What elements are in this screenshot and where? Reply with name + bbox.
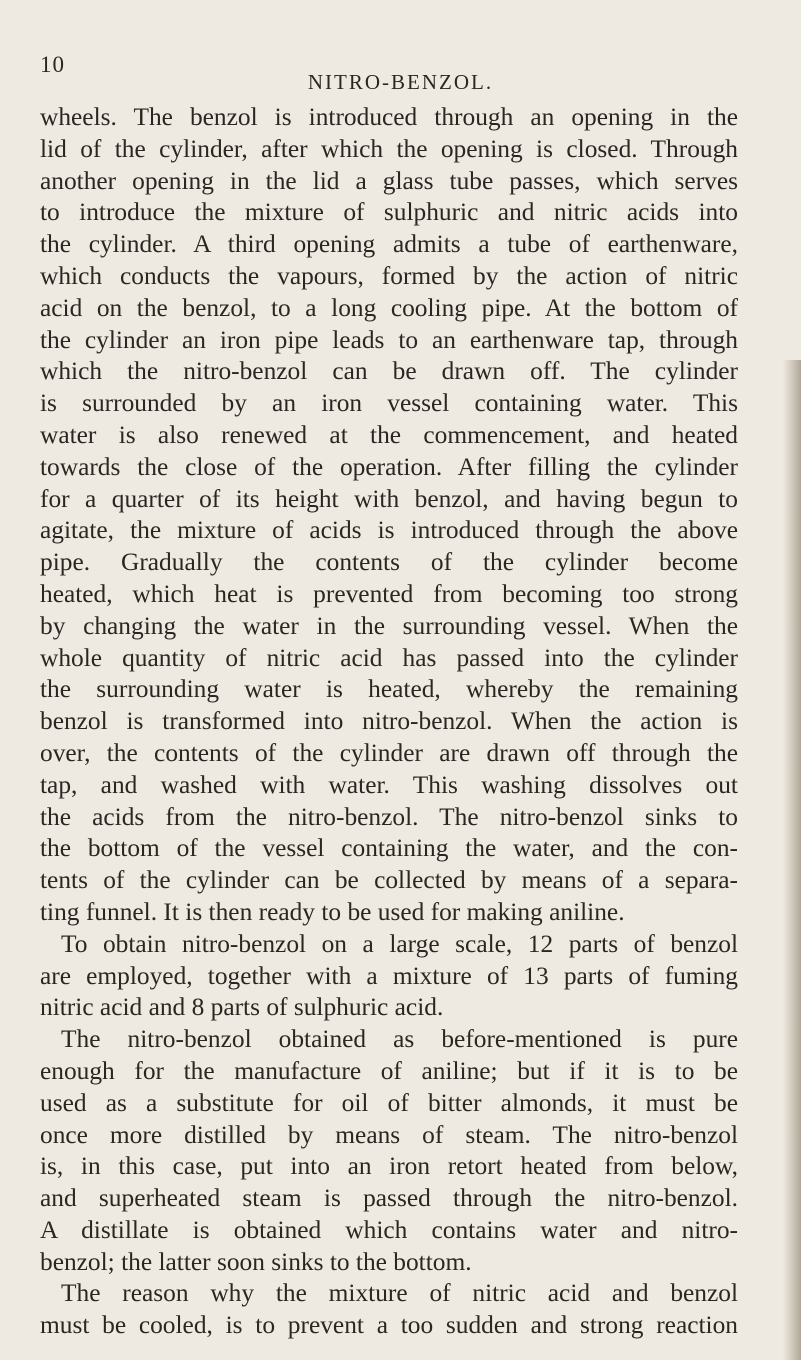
text-line: benzol is transformed into nitro-benzol. When the action is: [40, 707, 738, 736]
text-line: once more distilled by means of steam. The nitro-benzol: [40, 1120, 738, 1149]
paragraph: [40, 1024, 738, 1278]
text-line: the cylinder an iron pipe leads to an earthenware tap, through: [40, 325, 738, 354]
text-line: whole quantity of nitric acid has passed into the cylinder: [40, 643, 738, 672]
paragraph: [40, 102, 738, 929]
text-line: the bottom of the vessel containing the water, and the con-: [40, 834, 738, 863]
text-line: nitric acid and 8 parts of sulphuric acid.: [40, 993, 444, 1022]
text-line: over, the contents of the cylinder are drawn off through the: [40, 738, 738, 767]
text-line: the surrounding water is heated, whereby the remaining: [40, 675, 738, 704]
text-line: lid of the cylinder, after which the opening is closed. Through: [40, 134, 738, 163]
text-line: which conducts the vapours, formed by the action of nitric: [40, 261, 738, 290]
text-line: enough for the manufacture of aniline; but if it is to be: [40, 1056, 738, 1085]
text-line: water is also renewed at the commencement, and heated: [40, 420, 738, 449]
text-line: by changing the water in the surrounding vessel. When the: [40, 611, 738, 640]
text-line: must be cooled, is to prevent a too sudden and strong reaction: [40, 1311, 738, 1340]
text-line: wheels. The benzol is introduced through an opening in the: [40, 103, 738, 131]
text-line: is surrounded by an iron vessel containing water. This: [40, 389, 738, 418]
page-number: 10: [40, 52, 65, 77]
text-line: and superheated steam is passed through the nitro-benzol.: [40, 1184, 738, 1213]
paragraph: [40, 929, 738, 1024]
text-line: the acids from the nitro-benzol. The nitro-benzol sinks to: [40, 802, 738, 831]
text-line: The nitro-benzol obtained as before-mentioned is pure: [61, 1025, 738, 1054]
text-line: the cylinder. A third opening admits a tube of earthenware,: [40, 230, 738, 259]
text-line: A distillate is obtained which contains water and nitro-: [40, 1215, 738, 1244]
text-line: To obtain nitro-benzol on a large scale, 12 parts of benzol: [61, 929, 738, 958]
text-line: tap, and washed with water. This washing dissolves out: [40, 770, 738, 799]
text-line: pipe. Gradually the contents of the cylinder become: [40, 548, 738, 577]
text-line: is, in this case, put into an iron retort heated from below,: [40, 1152, 738, 1181]
text-line: agitate, the mixture of acids is introduced through the above: [40, 516, 738, 545]
text-line: ting funnel. It is then ready to be used for making aniline.: [40, 897, 625, 926]
body-text: [40, 102, 738, 1342]
text-line: are employed, together with a mixture of 13 parts of fuming: [40, 961, 738, 990]
running-head: NITRO-BENZOL.: [307, 70, 494, 94]
text-line: tents of the cylinder can be collected by means of a separa-: [40, 866, 738, 895]
text-line: to introduce the mixture of sulphuric and nitric acids into: [40, 198, 738, 227]
page-edge-shadow: [783, 360, 801, 1360]
text-line: The reason why the mixture of nitric acid and benzol: [61, 1279, 738, 1308]
text-line: benzol; the latter soon sinks to the bottom.: [40, 1247, 472, 1276]
text-line: acid on the benzol, to a long cooling pipe. At the bottom of: [40, 293, 738, 322]
text-line: which the nitro-benzol can be drawn off. The cylinder: [40, 357, 738, 386]
text-line: for a quarter of its height with benzol, and having begun to: [40, 484, 738, 513]
text-line: towards the close of the operation. After filling the cylinder: [40, 452, 738, 481]
paragraph: [40, 1278, 738, 1342]
text-line: another opening in the lid a glass tube passes, which serves: [40, 166, 738, 195]
text-line: used as a substitute for oil of bitter almonds, it must be: [40, 1088, 738, 1117]
text-line: heated, which heat is prevented from becoming too strong: [40, 579, 738, 608]
